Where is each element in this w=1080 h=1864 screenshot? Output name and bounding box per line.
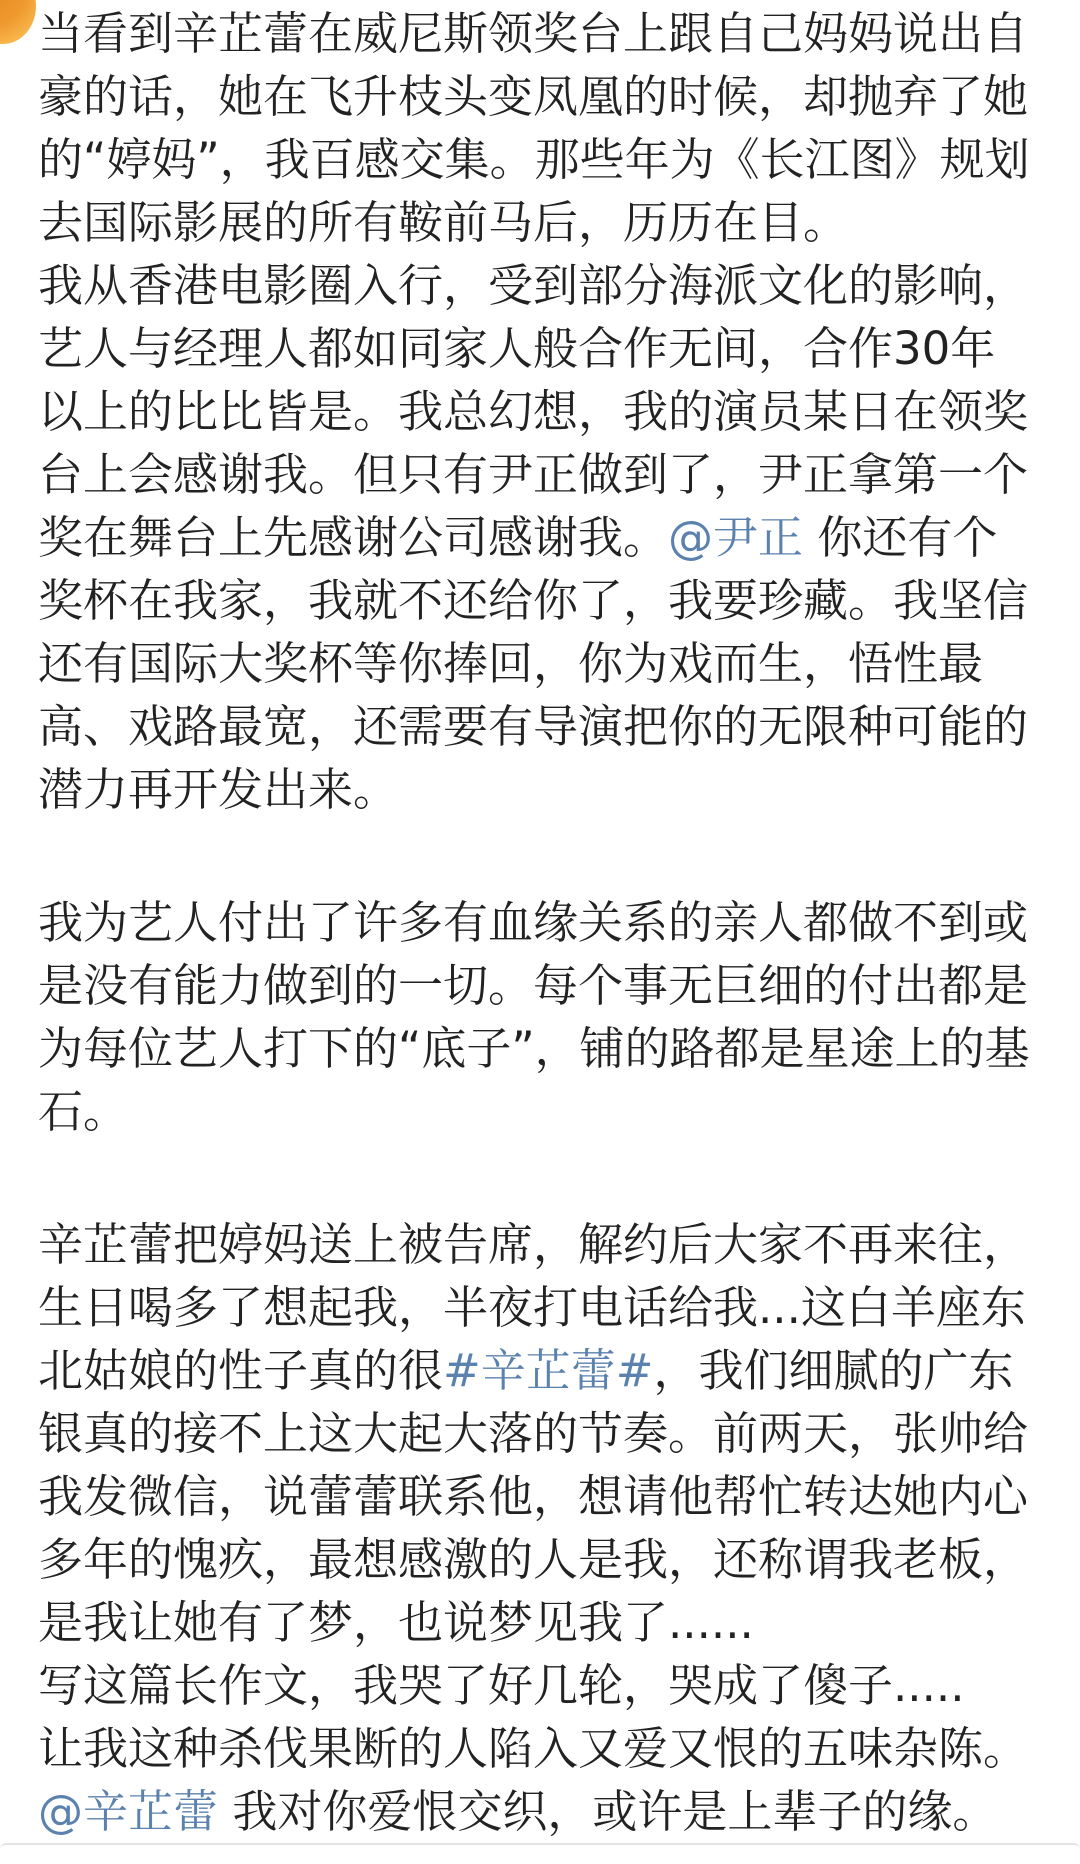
text-run: 的“婷妈”，我百感交集。那些年为《长江图》规划 <box>38 133 1030 186</box>
text-run: 我为艺人付出了许多有血缘关系的亲人都做不到或 <box>38 896 1029 949</box>
text-run: 我发微信，说蕾蕾联系他，想请他帮忙转达她内心 <box>38 1470 1029 1523</box>
orange-avatar-corner-fragment <box>0 0 36 44</box>
text-line <box>38 1717 1042 1780</box>
text-run: 多年的愧疚，最想感激的人是我，还称谓我老板， <box>38 1533 1029 1586</box>
text-line <box>38 891 1042 954</box>
text-run: 让我这种杀伐果断的人陷入又爱又恨的五味杂陈。 <box>38 1722 1029 1775</box>
text-line <box>38 506 1042 569</box>
text-run: 奖杯在我家，我就不还给你了，我要珍藏。我坚信 <box>38 574 1029 627</box>
text-line <box>38 695 1042 758</box>
mention-link[interactable]: @辛芷蕾 <box>38 1785 219 1838</box>
text-line <box>38 954 1042 1017</box>
text-line <box>38 128 1042 191</box>
text-line <box>38 1213 1042 1276</box>
text-run: 北姑娘的性子真的很 <box>38 1344 444 1397</box>
text-line <box>38 1080 1042 1143</box>
text-run: 是没有能力做到的一切。每个事无巨细的付出都是 <box>38 959 1029 1012</box>
text-line <box>38 632 1042 695</box>
text-run: 以上的比比皆是。我总幻想，我的演员某日在领奖 <box>38 385 1029 438</box>
text-run: 我从香港电影圈入行，受到部分海派文化的影响， <box>38 259 1029 312</box>
text-run: 写这篇长作文，我哭了好几轮，哭成了傻子..... <box>38 1659 965 1712</box>
text-line <box>38 569 1042 632</box>
text-line <box>38 1528 1042 1591</box>
text-run: 豪的话，她在飞升枝头变凤凰的时候，却抛弃了她 <box>38 70 1029 123</box>
text-run: 艺人与经理人都如同家人般合作无间，合作30年 <box>38 322 996 375</box>
text-run: 辛芷蕾把婷妈送上被告席，解约后大家不再来往， <box>38 1218 1029 1271</box>
text-line <box>38 2 1042 65</box>
text-line <box>38 65 1042 128</box>
text-line <box>38 254 1042 317</box>
text-line <box>38 1017 1042 1080</box>
text-run: 奖在舞台上先感谢公司感谢我。 <box>38 511 669 564</box>
text-line <box>38 1465 1042 1528</box>
text-run: 石。 <box>38 1085 129 1138</box>
text-run: 是我让她有了梦，也说梦见我了...... <box>38 1596 754 1649</box>
text-line <box>38 443 1042 506</box>
text-run: 去国际影展的所有鞍前马后，历历在目。 <box>38 196 849 249</box>
bottom-card-edge <box>0 1843 1080 1864</box>
mention-link[interactable]: @尹正 <box>668 511 804 564</box>
text-run: 潜力再开发出来。 <box>38 763 399 816</box>
text-line <box>38 1402 1042 1465</box>
text-line <box>38 380 1042 443</box>
text-run: 台上会感谢我。但只有尹正做到了，尹正拿第一个 <box>38 448 1029 501</box>
text-run: 为每位艺人打下的“底子”，铺的路都是星途上的基 <box>38 1022 1030 1075</box>
text-line <box>38 1276 1042 1339</box>
text-run: 我对你爱恨交织，或许是上辈子的缘。 <box>218 1785 998 1838</box>
text-run: 你还有个 <box>803 511 998 564</box>
text-run: 高、戏路最宽，还需要有导演把你的无限种可能的 <box>38 700 1029 753</box>
text-line <box>38 1591 1042 1654</box>
text-run: 生日喝多了想起我，半夜打电话给我...这白羊座东 <box>38 1281 1026 1334</box>
text-run: 银真的接不上这大起大落的节奏。前两天，张帅给 <box>38 1407 1029 1460</box>
text-run: ，我们细腻的广东 <box>653 1344 1014 1397</box>
text-run: 还有国际大奖杯等你捧回，你为戏而生，悟性最 <box>38 637 984 690</box>
text-run: 当看到辛芷蕾在威尼斯领奖台上跟自己妈妈说出自 <box>38 7 1029 60</box>
text-line <box>38 317 1042 380</box>
post-content <box>38 2 1042 1843</box>
text-line <box>38 1780 1042 1843</box>
text-line <box>38 191 1042 254</box>
text-line <box>38 1339 1042 1402</box>
text-line <box>38 1654 1042 1717</box>
hashtag-link[interactable]: #辛芷蕾# <box>443 1344 654 1397</box>
text-line <box>38 758 1042 821</box>
